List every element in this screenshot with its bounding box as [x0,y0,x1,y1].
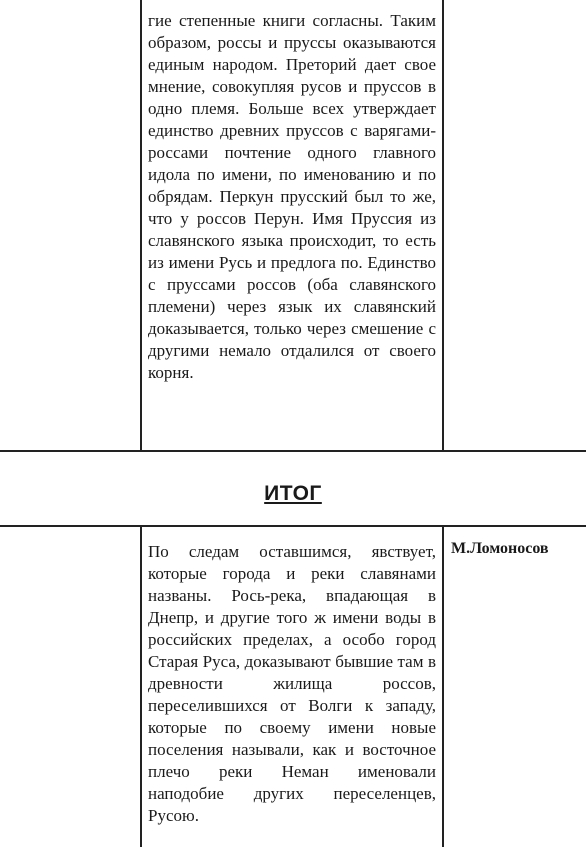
row-divider-top [0,450,586,452]
column-divider-left-top [140,0,142,451]
column-divider-left-bottom [140,526,142,847]
bottom-row-text: По следам оставшимся, явствует, которые города и реки славянами названы. Рось-река, впадающая в Днепр, и другие того ж имени воды в российских пределах, а особо город Старая Руса, доказывают бывшие там в древности жилища россов, переселившихся от Волги к западу, которые по своему имени новые поселения называли, как и восточное плечо реки Неман именовали наподобие других переселенцев, Русою. [148,542,436,825]
row-divider-title [0,525,586,527]
column-divider-right-bottom [442,526,444,847]
author-name: М.Ломоносов [451,540,549,557]
section-title: ИТОГ [264,482,322,505]
column-divider-right-top [442,0,444,451]
top-row-text: гие степенные книги согласны. Таким образом, россы и пруссы оказываются единым народом. Преторий дает свое мнение, совокупляя русов и пруссов в одно племя. Больше всех утверждает единство древних пруссов с варягами-россами почтение одного главного идола по имени, по именованию и по обрядам. Перкун прусский был то же, что у россов Перун. Имя Пруссия из славянского языка происходит, то есть из имени Русь и предлога по. Единство с пруссами россов (оба славянского племени) через язык их славянский доказывается, только через смешение с другими немало отдалился от своего корня. [148,11,436,382]
